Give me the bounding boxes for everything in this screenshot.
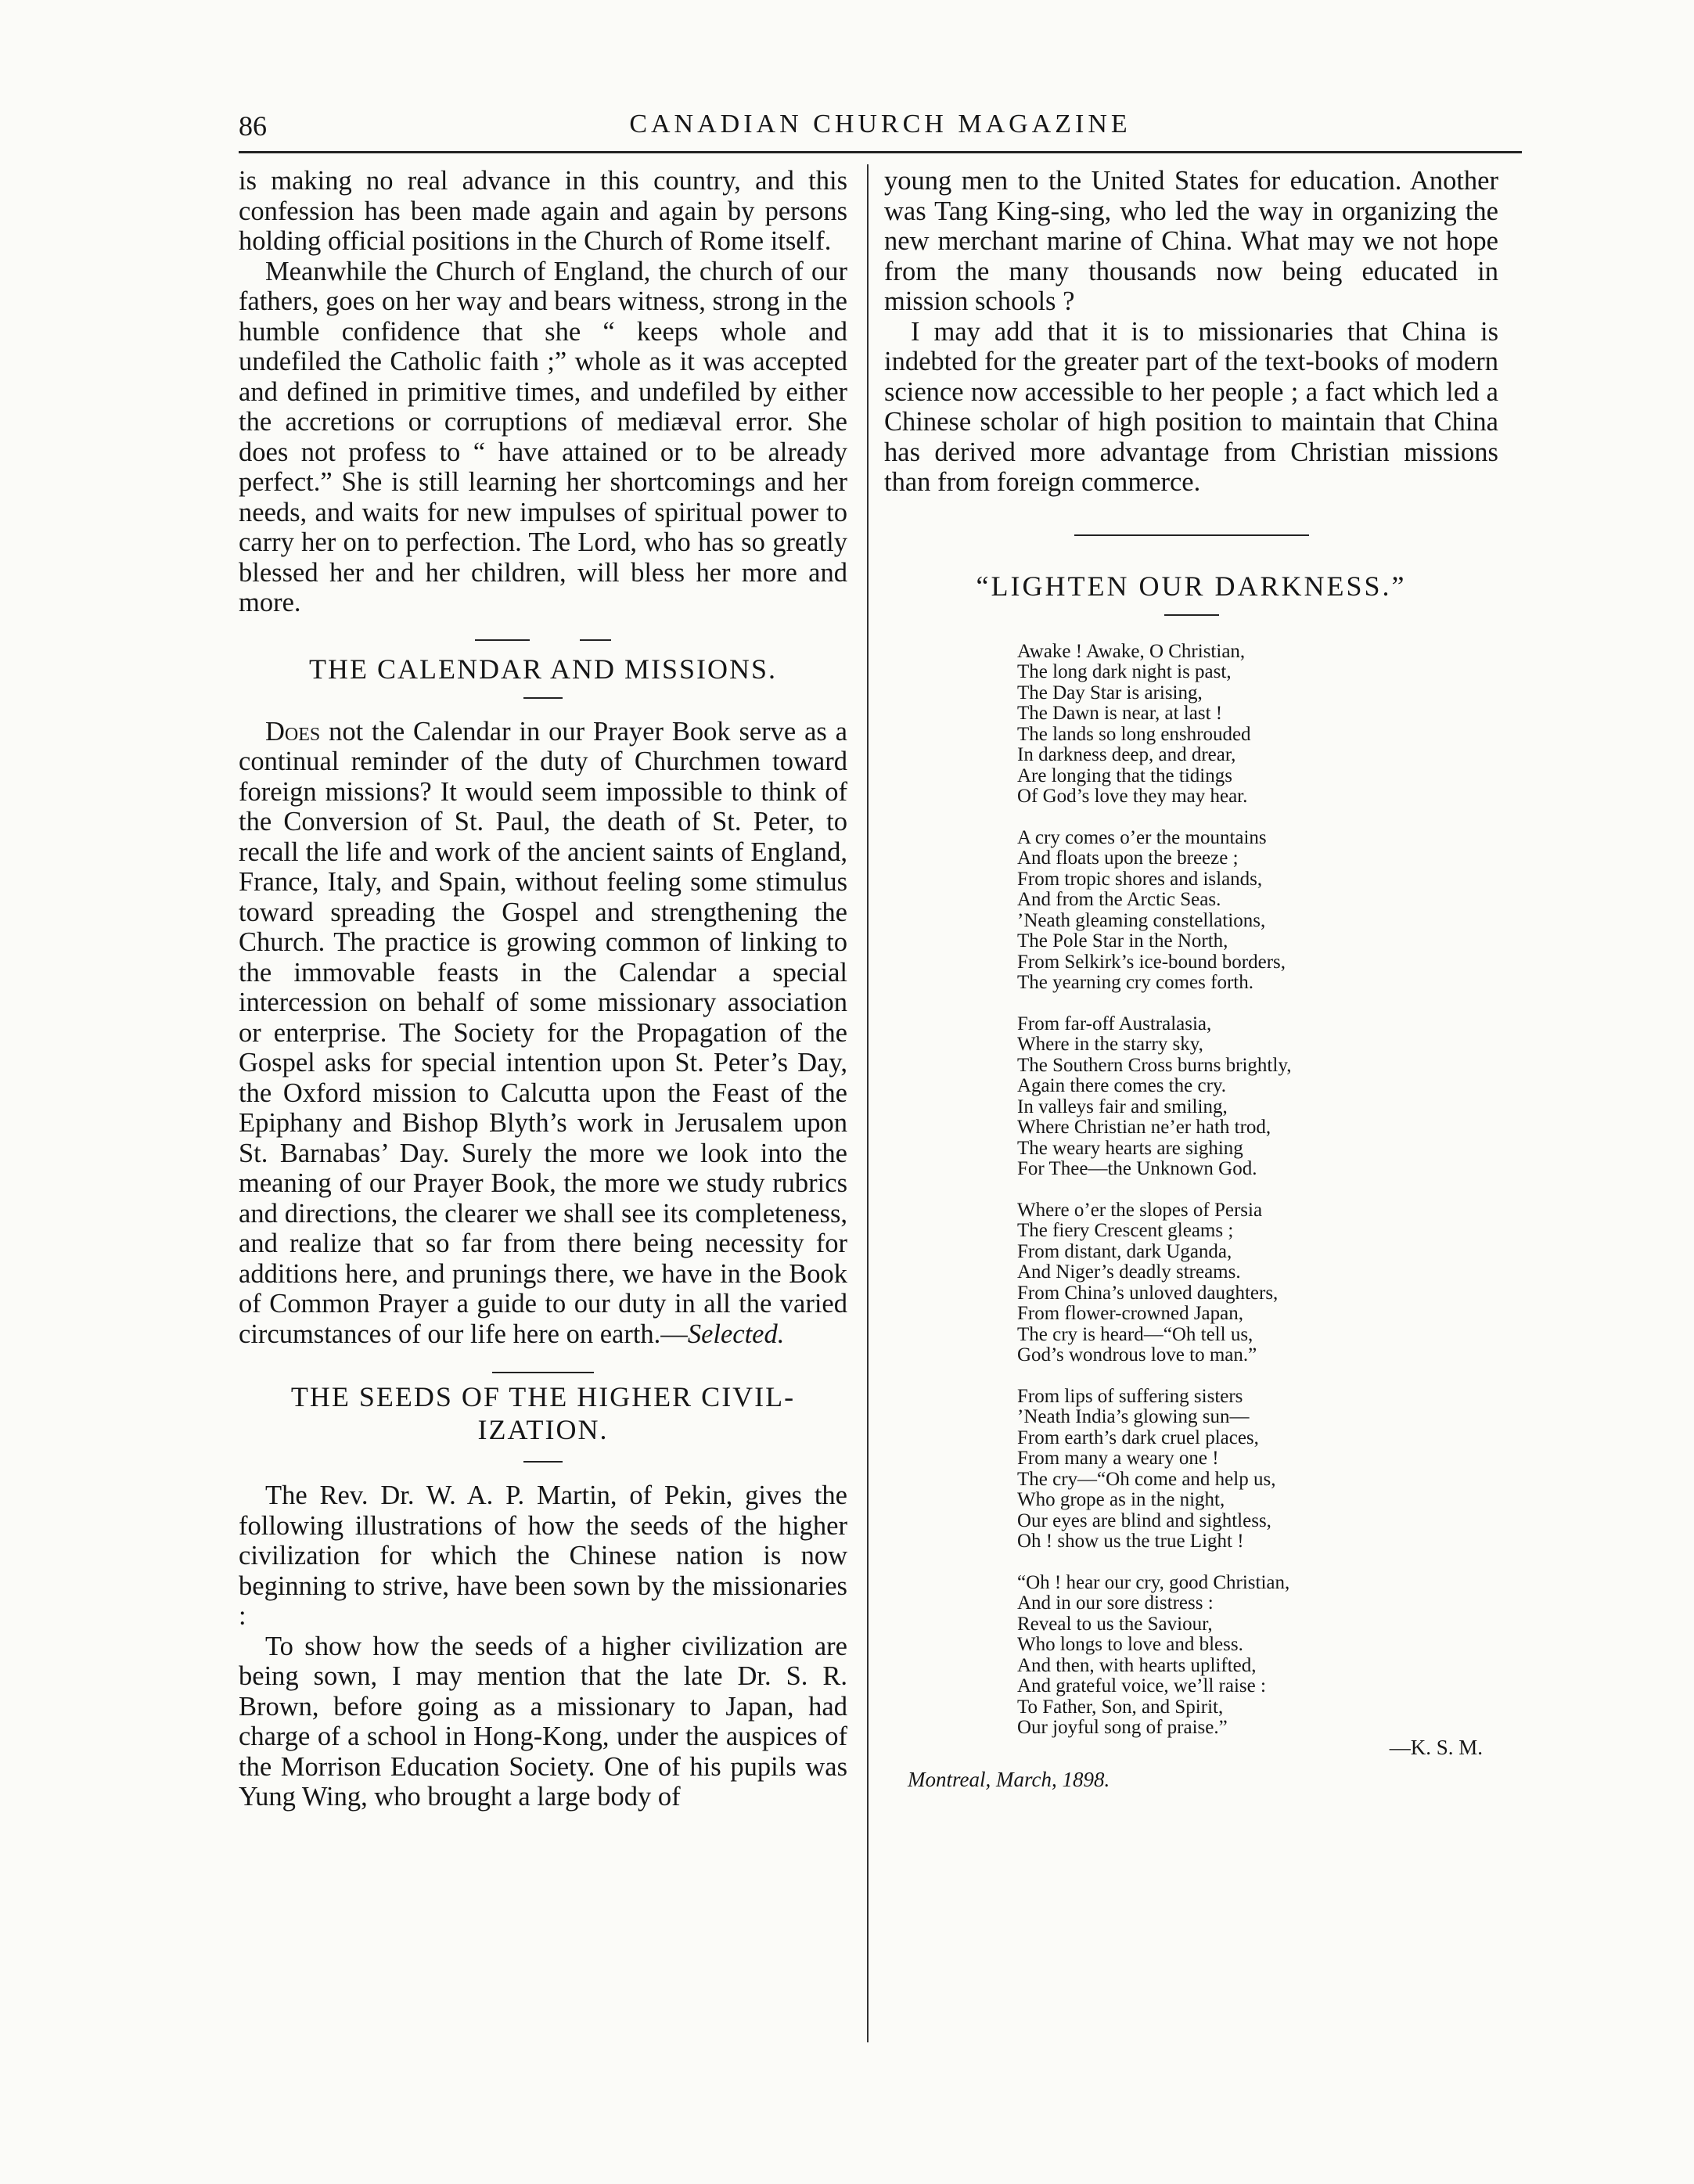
poem-line: ’Neath gleaming constellations, bbox=[1017, 909, 1266, 931]
poem-line: Awake ! Awake, O Christian, bbox=[1017, 640, 1246, 662]
header-rule bbox=[239, 151, 1522, 153]
title-ornament bbox=[884, 606, 1498, 620]
poem-line: And floats upon the breeze ; bbox=[1017, 847, 1239, 869]
poem-title: “LIGHTEN OUR DARKNESS.” bbox=[976, 570, 1407, 602]
poem-line: From distant, dark Uganda, bbox=[1017, 1240, 1232, 1262]
continuation-paragraph: is making no real advance in this country, and this confession has been made again and again by persons holding official positions in the Church of Rome itself. bbox=[239, 166, 847, 256]
seeds-article-paragraph: To show how the seeds of a higher civilization are being sown, I may mention that the late Dr. S. R. Brown, before going as a missionary to Japan, had charge of a school in Hong-Kong, under the auspices of the Morrison Education Society. One of his pupils was Yung Wing, who brought a large body of bbox=[239, 1631, 847, 1812]
poem-line: The fiery Crescent gleams ; bbox=[1017, 1220, 1234, 1241]
column-divider bbox=[867, 164, 869, 2042]
poem-stanza bbox=[1017, 642, 1498, 808]
calendar-article-body bbox=[239, 717, 847, 1350]
section-ornament bbox=[884, 526, 1498, 540]
poem-line: To Father, Son, and Spirit, bbox=[1017, 1696, 1224, 1718]
poem-line: And in our sore distress : bbox=[1017, 1592, 1214, 1614]
continuation-paragraph: I may add that it is to missionaries that China is indebted for the greater part of the text-books of modern science now accessible to her people ; a fact which led a Chinese scholar of high position to maintain that China has derived more advantage from Christian missions than from foreign commerce. bbox=[884, 316, 1498, 497]
poem-line: Where in the starry sky, bbox=[1017, 1034, 1203, 1055]
poem-line: Reveal to us the Saviour, bbox=[1017, 1613, 1213, 1635]
calendar-article-text: not the Calendar in our Prayer Book serve as a continual reminder of the duty of Churchmen toward foreign missions? It would seem impossible to think of the Conversion of St. Paul, the death of St. Peter, to recall the life and work of the ancient saints of England, France, Italy, and Spain, without feeling some stimulus toward spreading the Gospel and strengthening the Church. The practice is growing common of linking to the immovable feasts in the Calendar a special intercession on behalf of some missionary association or enterprise. The Society for the Propagation of the Gospel asks for special intention upon St. Peter’s Day, the Oxford mission to Calcutta upon the Feast of the Epiphany and Bishop Blyth’s work in Jerusalem upon St. Barnabas’ Day. Surely the more we look into the meaning of our Prayer Book, the more we study rubrics and directions, the clearer we shall see its completeness, and realize that so far from there being necessity for additions here, and prunings there, we have in the Book of Common Prayer a guide to our duty in all the varied circumstances of our life here on earth.— bbox=[239, 716, 847, 1349]
poem-line: The Pole Star in the North, bbox=[1017, 930, 1228, 952]
poem-stanza bbox=[1017, 1387, 1498, 1553]
poem-line: And from the Arctic Seas. bbox=[1017, 889, 1221, 910]
section-ornament bbox=[239, 631, 847, 645]
seeds-title-line2: IZATION. bbox=[477, 1414, 609, 1445]
poem bbox=[1017, 642, 1498, 1739]
poem-line: The Dawn is near, at last ! bbox=[1017, 703, 1223, 724]
running-head bbox=[239, 110, 1522, 153]
poem-line: Our joyful song of praise.” bbox=[1017, 1717, 1228, 1738]
poem-line: Where o’er the slopes of Persia bbox=[1017, 1199, 1263, 1221]
title-ornament bbox=[239, 689, 847, 703]
poem-line: The lands so long enshrouded bbox=[1017, 723, 1251, 745]
poem-line: Our eyes are blind and sightless, bbox=[1017, 1509, 1271, 1531]
seeds-title-line1: THE SEEDS OF THE HIGHER CIVIL- bbox=[290, 1381, 796, 1412]
poem-line: “Oh ! hear our cry, good Christian, bbox=[1017, 1571, 1290, 1593]
poem-line: From flower-crowned Japan, bbox=[1017, 1303, 1243, 1324]
poem-line: Of God’s love they may hear. bbox=[1017, 786, 1248, 807]
poem-line: From lips of suffering sisters bbox=[1017, 1385, 1243, 1407]
poem-line: Where Christian ne’er hath trod, bbox=[1017, 1117, 1271, 1138]
seeds-article-title bbox=[239, 1380, 847, 1446]
article-attribution: Selected. bbox=[687, 1319, 785, 1349]
poem-line: From China’s unloved daughters, bbox=[1017, 1282, 1279, 1304]
left-column bbox=[239, 166, 847, 1812]
seeds-article-paragraph: The Rev. Dr. W. A. P. Martin, of Pekin, gives the following illustrations of how the seeds of the higher civilization for which the Chinese nation is now beginning to strive, have been sown by the missionaries : bbox=[239, 1481, 847, 1631]
calendar-article-title: THE CALENDAR AND MISSIONS. bbox=[308, 653, 778, 685]
poem-line: Who longs to love and bless. bbox=[1017, 1634, 1243, 1655]
continuation-paragraph: young men to the United States for education. Another was Tang King-sing, who led the way in organizing the new merchant marine of China. What may we not hope from the many thousands now being educated in mission schools ? bbox=[884, 166, 1498, 316]
section-ornament bbox=[239, 1363, 847, 1377]
poem-line: Again there comes the cry. bbox=[1017, 1075, 1227, 1096]
right-column bbox=[884, 166, 1498, 1792]
continuation-paragraph: Meanwhile the Church of England, the church of our fathers, goes on her way and bears witness, strong in the humble confidence that she “ keeps whole and undefiled the Catholic faith ;” whole as it was accepted and defined in primitive times, and undefiled by either the accretions or corruptions of mediæval error. She does not profess to “ have attained or to be already perfect.” She is still learning her shortcomings and her needs, and waits for new impulses of spiritual power to carry her on to perfection. The Lord, who has so greatly blessed her and her children, will bless her more and more. bbox=[239, 256, 847, 617]
dropcap-word: Does bbox=[265, 716, 321, 747]
poem-line: ’Neath India’s glowing sun— bbox=[1017, 1406, 1250, 1427]
poem-line: From many a weary one ! bbox=[1017, 1448, 1219, 1469]
poem-line: For Thee—the Unknown God. bbox=[1017, 1158, 1257, 1179]
page-number: 86 bbox=[239, 110, 267, 142]
poem-line: God’s wondrous love to man.” bbox=[1017, 1344, 1257, 1365]
poem-line: In valleys fair and smiling, bbox=[1017, 1096, 1228, 1117]
poem-line: The Day Star is arising, bbox=[1017, 682, 1203, 703]
title-ornament bbox=[239, 1452, 847, 1466]
poem-line: The cry is heard—“Oh tell us, bbox=[1017, 1323, 1253, 1345]
poem-line: A cry comes o’er the mountains bbox=[1017, 826, 1267, 848]
poem-line: Are longing that the tidings bbox=[1017, 765, 1232, 786]
poem-line: In darkness deep, and drear, bbox=[1017, 744, 1236, 765]
poem-dateline: Montreal, March, 1898. bbox=[908, 1767, 1110, 1791]
poem-line: And Niger’s deadly streams. bbox=[1017, 1261, 1241, 1283]
poem-signature: —K. S. M. bbox=[1389, 1735, 1483, 1759]
poem-line: And grateful voice, we’ll raise : bbox=[1017, 1675, 1266, 1696]
poem-line: Who grope as in the night, bbox=[1017, 1489, 1225, 1510]
poem-stanza bbox=[1017, 1014, 1498, 1180]
poem-line: From Selkirk’s ice-bound borders, bbox=[1017, 951, 1286, 973]
poem-line: And then, with hearts uplifted, bbox=[1017, 1654, 1257, 1676]
poem-line: The long dark night is past, bbox=[1017, 661, 1232, 682]
poem-stanza bbox=[1017, 1200, 1498, 1366]
poem-line: The weary hearts are sighing bbox=[1017, 1137, 1243, 1159]
journal-title: CANADIAN CHURCH MAGAZINE bbox=[629, 110, 1131, 139]
poem-line: From earth’s dark cruel places, bbox=[1017, 1427, 1259, 1448]
poem-line: The Southern Cross burns brightly, bbox=[1017, 1054, 1292, 1076]
poem-line: From tropic shores and islands, bbox=[1017, 868, 1263, 890]
poem-line: The yearning cry comes forth. bbox=[1017, 972, 1253, 993]
poem-line: Oh ! show us the true Light ! bbox=[1017, 1531, 1244, 1552]
poem-line: The cry—“Oh come and help us, bbox=[1017, 1468, 1276, 1490]
poem-line: From far-off Australasia, bbox=[1017, 1013, 1212, 1034]
poem-stanza bbox=[1017, 1573, 1498, 1739]
poem-stanza bbox=[1017, 828, 1498, 994]
